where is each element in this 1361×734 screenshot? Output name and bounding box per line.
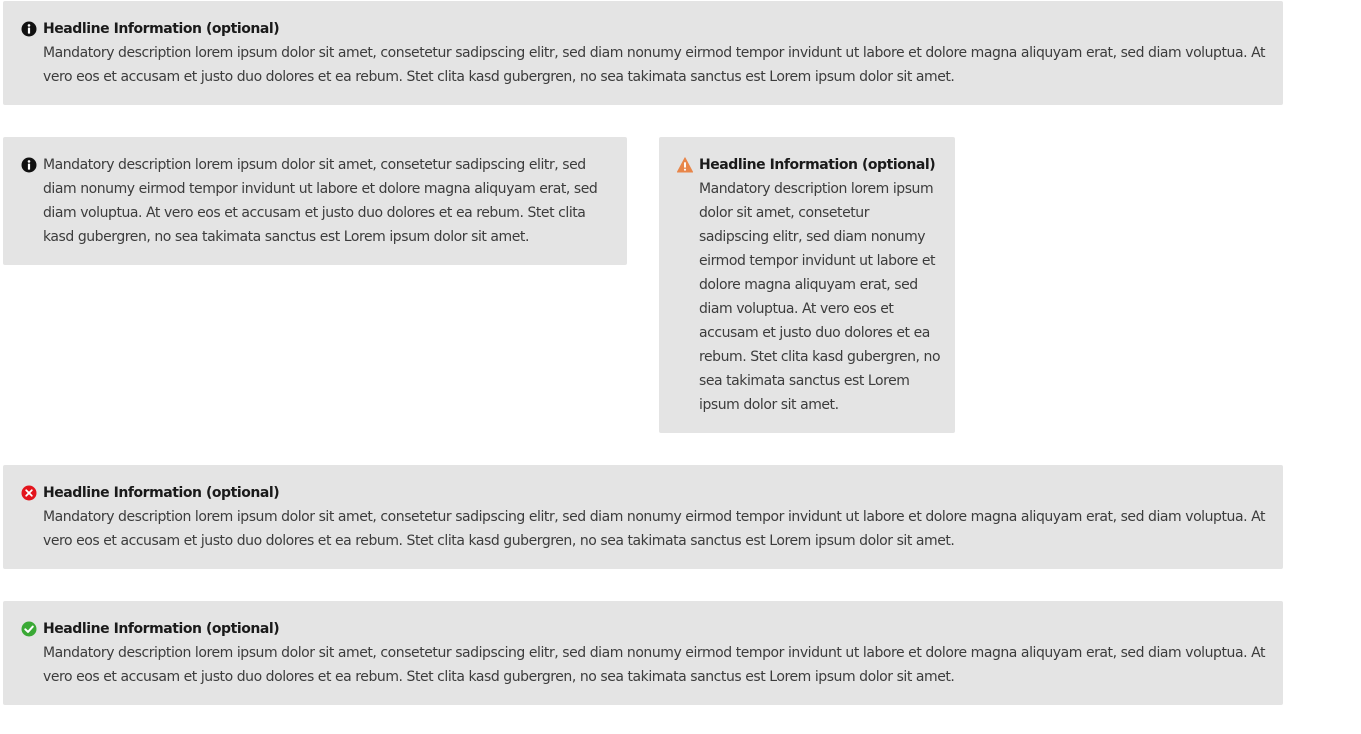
success-icon	[21, 621, 37, 637]
info-icon	[21, 21, 37, 37]
notice-headline: Headline Information (optional)	[43, 621, 280, 637]
notice-description: Mandatory description lorem ipsum dolor sit amet, consetetur sadipscing elitr, sed diam nonumy eirmod tempor invidunt ut labore et dolore magna aliquyam erat, sed diam voluptua. At vero eos et accusam et justo duo dolores et ea rebum. Stet clita kasd gubergren, no sea takimata sanctus est Lorem ipsum dolor sit amet.	[43, 509, 1265, 549]
notice-description: Mandatory description lorem ipsum dolor sit amet, consetetur sadipscing elitr, sed diam nonumy eirmod tempor invidunt ut labore et dolore magna aliquyam erat, sed diam voluptua. At vero eos et accusam et justo duo dolores et ea rebum. Stet clita kasd gubergren, no sea takimata sanctus est Lorem ipsum dolor sit amet.	[43, 645, 1265, 685]
notice-description: Mandatory description lorem ipsum dolor sit amet, consetetur sadipscing elitr, sed diam nonumy eirmod tempor invidunt ut labore et dolore magna aliquyam erat, sed diam voluptua. At vero eos et accusam et justo duo dolores et ea rebum. Stet clita kasd gubergren, no sea takimata sanctus est Lorem ipsum dolor sit amet.	[43, 45, 1265, 85]
notice-description: Mandatory description lorem ipsum dolor sit amet, consetetur sadipscing elitr, sed diam nonumy eirmod tempor invidunt ut labore et dolore magna aliquyam erat, sed diam voluptua. At vero eos et accusam et justo duo dolores et ea rebum. Stet clita kasd gubergren, no sea takimata sanctus est Lorem ipsum dolor sit amet.	[43, 157, 598, 245]
info-icon	[21, 157, 37, 173]
error-icon	[21, 485, 37, 501]
warning-notice	[659, 137, 955, 433]
info-notice	[3, 1, 1283, 105]
error-notice	[3, 465, 1283, 569]
notice-headline: Headline Information (optional)	[43, 21, 280, 37]
warning-icon	[677, 157, 693, 173]
info-notice-compact	[3, 137, 627, 265]
notice-headline: Headline Information (optional)	[699, 157, 936, 173]
success-notice	[3, 601, 1283, 705]
notice-headline: Headline Information (optional)	[43, 485, 280, 501]
notice-description: Mandatory description lorem ipsum dolor sit amet, consetetur sadipscing elitr, sed diam nonumy eirmod tempor invidunt ut labore et dolore magna aliquyam erat, sed diam voluptua. At vero eos et accusam et justo duo dolores et ea rebum. Stet clita kasd gubergren, no sea takimata sanctus est Lorem ipsum dolor sit amet.	[699, 181, 941, 413]
